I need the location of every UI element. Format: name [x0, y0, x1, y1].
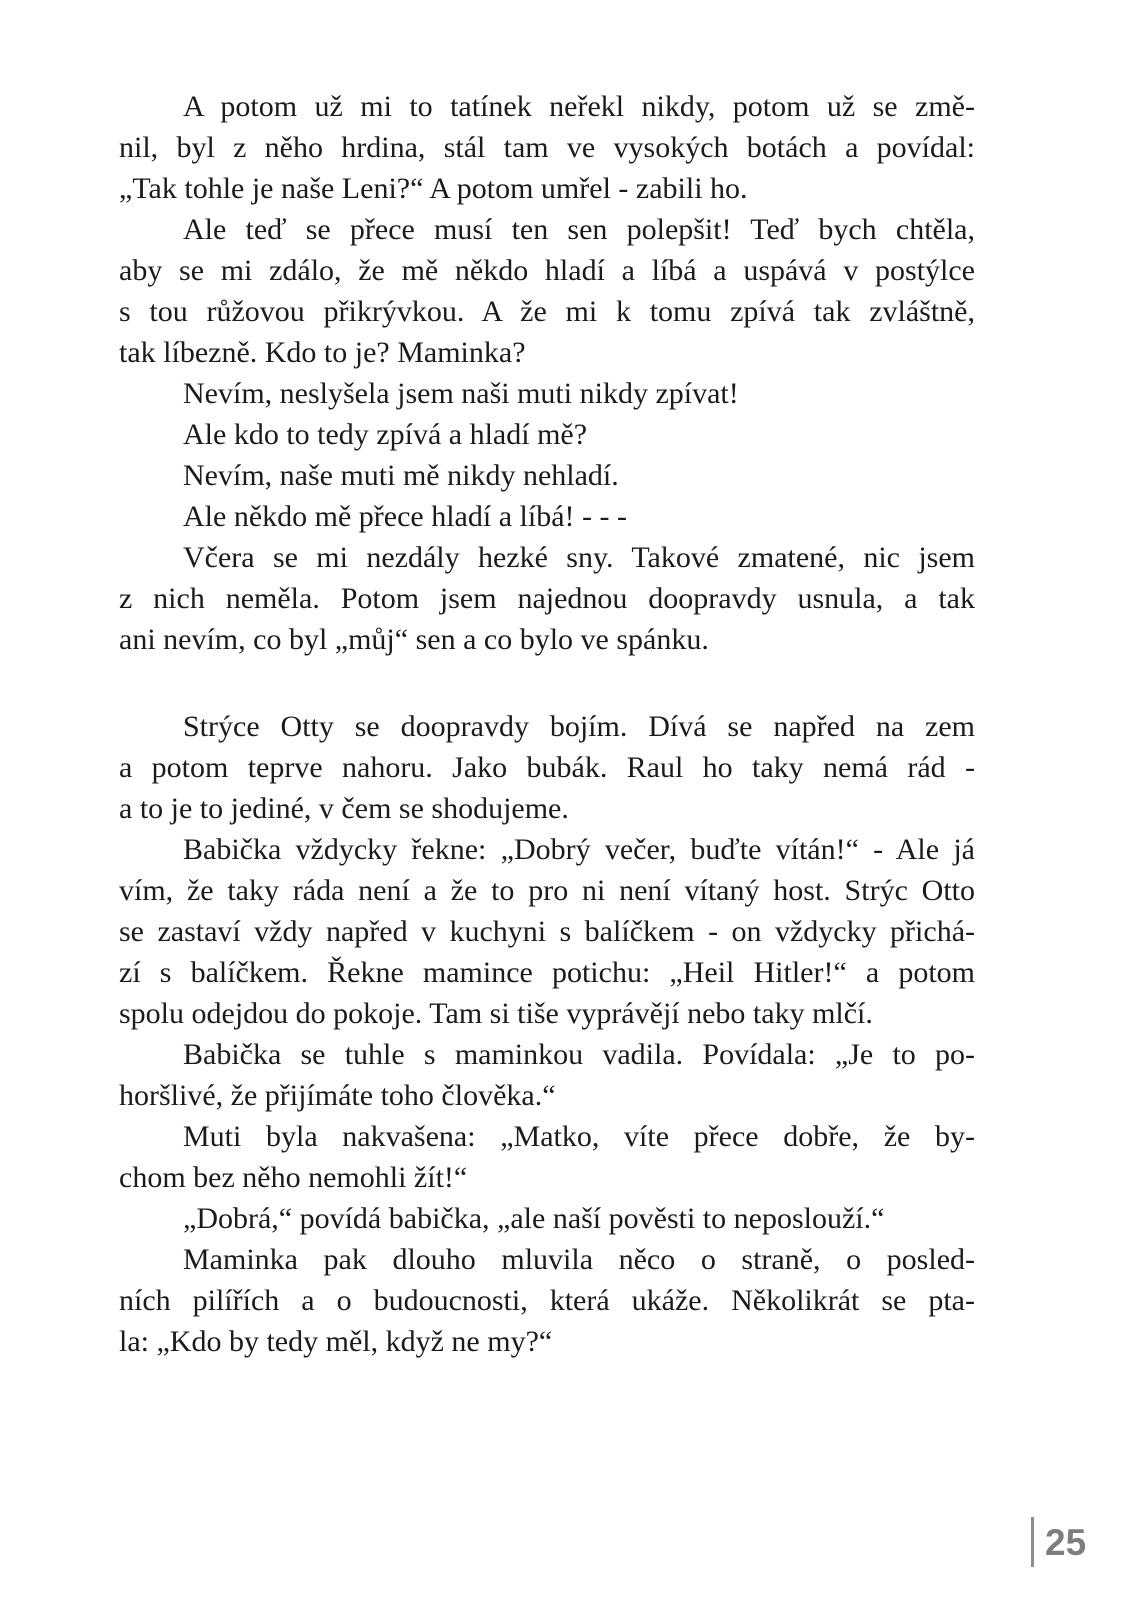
text-line: Ale kdo to tedy zpívá a hladí mě? [183, 418, 588, 451]
paragraph [119, 373, 975, 414]
text-line: z nich neměla. Potom jsem najednou doopravdy usnula, a tak [119, 582, 975, 615]
text-line: Včera se mi nezdály hezké sny. Takové zmatené, nic jsem [183, 541, 975, 574]
text-line: a to je to jediné, v čem se shodujeme. [119, 792, 569, 825]
paragraph [119, 537, 975, 660]
text-line: nil, byl z něho hrdina, stál tam ve vysokých botách a povídal: [119, 131, 975, 164]
paragraph [119, 414, 975, 455]
text-line: Ale někdo mě přece hladí a líbá! - - - [183, 500, 627, 533]
text-line: ních pilířích a o budoucnosti, která ukáže. Několikrát se pta- [119, 1284, 975, 1317]
text-line: Muti byla nakvašena: „Matko, víte přece dobře, že by- [183, 1120, 975, 1153]
text-section [119, 706, 975, 1362]
text-line: Ale teď se přece musí ten sen polepšit! Teď bych chtěla, [183, 213, 975, 246]
text-line: A potom už mi to tatínek neřekl nikdy, potom už se změ- [183, 90, 975, 123]
text-line: „Dobrá,“ povídá babička, „ale naší pověsti to neposlouží.“ [183, 1202, 885, 1235]
paragraph [119, 86, 975, 209]
page-number-rule [1031, 1517, 1034, 1567]
text-line: aby se mi zdálo, že mě někdo hladí a líbá a uspává v postýlce [119, 254, 975, 287]
text-line: la: „Kdo by tedy měl, když ne my?“ [119, 1325, 553, 1358]
text-line: a potom teprve nahoru. Jako bubák. Raul ho taky nemá rád - [119, 751, 975, 784]
paragraph [119, 1198, 975, 1239]
text-line: horšlivé, že přijímáte toho člověka.“ [119, 1079, 556, 1112]
text-line: vím, že taky ráda není a že to pro ni není vítaný host. Strýc Otto [119, 874, 975, 907]
page-number: 25 [1045, 1521, 1087, 1563]
paragraph [119, 1239, 975, 1362]
text-line: chom bez něho nemohli žít!“ [119, 1161, 468, 1194]
paragraph [119, 1034, 975, 1116]
text-line: se zastaví vždy napřed v kuchyni s balíčkem - on vždycky přichá- [119, 915, 975, 948]
text-line: Strýce Otty se doopravdy bojím. Dívá se napřed na zem [183, 710, 975, 743]
text-line: Nevím, neslyšela jsem naši muti nikdy zpívat! [183, 377, 739, 410]
paragraph [119, 455, 975, 496]
text-line: Babička vždycky řekne: „Dobrý večer, buďte vítán!“ - Ale já [183, 833, 975, 866]
text-line: „Tak tohle je naše Leni?“ A potom umřel - zabili ho. [119, 172, 748, 205]
paragraph [119, 1116, 975, 1198]
text-line: tak líbezně. Kdo to je? Maminka? [119, 336, 526, 369]
text-line: Nevím, naše muti mě nikdy nehladí. [183, 459, 619, 492]
section-gap [119, 660, 975, 706]
page-footer [1031, 1517, 1086, 1567]
paragraph [119, 706, 975, 829]
paragraph [119, 496, 975, 537]
text-line: ani nevím, co byl „můj“ sen a co bylo ve spánku. [119, 623, 709, 656]
paragraph [119, 829, 975, 1034]
text-line: Maminka pak dlouho mluvila něco o straně, o posled- [183, 1243, 975, 1276]
text-line: spolu odejdou do pokoje. Tam si tiše vyprávějí nebo taky mlčí. [119, 997, 873, 1030]
paragraph [119, 209, 975, 373]
page-text-block [119, 86, 975, 1362]
text-line: Babička se tuhle s maminkou vadila. Povídala: „Je to po- [183, 1038, 975, 1071]
text-line: zí s balíčkem. Řekne mamince potichu: „Heil Hitler!“ a potom [119, 956, 975, 989]
text-section [119, 86, 975, 660]
text-line: s tou růžovou přikrývkou. A že mi k tomu zpívá tak zvláštně, [119, 295, 975, 328]
